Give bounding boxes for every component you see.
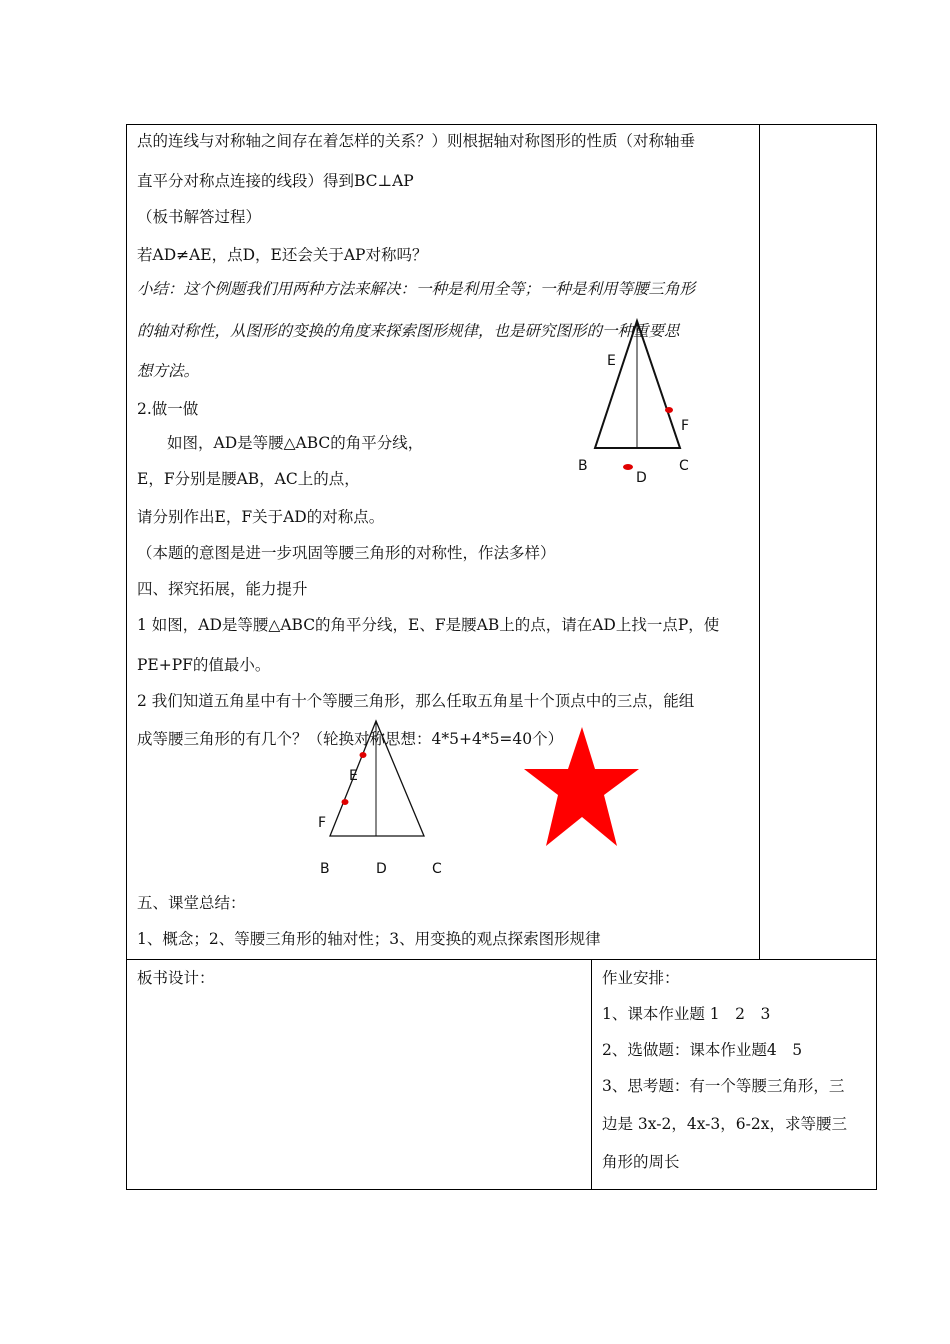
label-d: D xyxy=(636,470,647,486)
star-shape xyxy=(524,727,639,846)
label-d-2: D xyxy=(376,861,387,877)
remarks-cell xyxy=(759,124,877,960)
text-line-12: （本题的意图是进一步巩固等腰三角形的对称性，作法多样） xyxy=(137,544,556,562)
triangle-abc-2 xyxy=(330,721,424,836)
label-c-2: C xyxy=(432,861,442,877)
point-d-dot xyxy=(623,464,633,470)
homework-item-3-cont-2: 角形的周长 xyxy=(602,1153,680,1171)
homework-item-2: 2、选做题：课本作业题4 5 xyxy=(602,1041,803,1059)
text-line-1: 点的连线与对称轴之间存在着怎样的关系？）则根据轴对称图形的性质（对称轴垂 xyxy=(137,132,696,150)
homework-cell xyxy=(591,959,877,1190)
label-c: C xyxy=(679,458,689,474)
point-f-dot xyxy=(665,407,673,413)
homework-item-3-cont-1: 边是 3x-2，4x-3，6-2x，求等腰三 xyxy=(602,1115,847,1133)
section-do-it: 2.做一做 xyxy=(137,400,199,418)
five-pointed-star xyxy=(521,725,641,850)
text-line-14: 1 如图，AD是等腰△ABC的角平分线，E、F是腰AB上的点，请在AD上找一点P，使 xyxy=(137,616,720,634)
label-b: B xyxy=(578,458,588,474)
homework-item-1: 1、课本作业题 1 2 3 xyxy=(602,1005,771,1023)
lesson-content-cell xyxy=(126,124,760,960)
text-line-10: E，F分别是腰AB，AC上的点， xyxy=(137,470,360,488)
text-line-19: 1、概念；2、等腰三角形的轴对性；3、用变换的观点探索图形规律 xyxy=(137,930,601,948)
label-e-2: E xyxy=(349,768,358,784)
summary-line-1: 小结：这个例题我们用两种方法来解决：一种是利用全等；一种是利用等腰三角形 xyxy=(137,280,696,298)
text-line-15: PE+PF的值最小。 xyxy=(137,656,271,674)
homework-item-3: 3、思考题：有一个等腰三角形，三 xyxy=(602,1077,845,1095)
homework-title: 作业安排： xyxy=(602,969,680,987)
lesson-plan-table xyxy=(126,124,877,1190)
text-line-2: 直平分对称点连接的线段）得到BC⊥AP xyxy=(137,172,414,190)
label-f-2: F xyxy=(318,815,327,831)
figure-triangle-1 xyxy=(567,315,707,490)
section-explore: 四、探究拓展，能力提升 xyxy=(137,580,308,598)
label-b-2: B xyxy=(320,861,330,877)
text-line-16: 2 我们知道五角星中有十个等腰三角形，那么任取五角星十个顶点中的三点，能组 xyxy=(137,692,695,710)
point-f-dot-2 xyxy=(342,799,349,805)
board-design-cell xyxy=(126,959,592,1190)
label-e: E xyxy=(607,353,616,369)
point-e-dot xyxy=(360,752,367,758)
text-line-3: （板书解答过程） xyxy=(137,208,262,226)
summary-line-3: 想方法。 xyxy=(137,362,200,380)
text-line-11: 请分别作出E，F关于AD的对称点。 xyxy=(137,508,385,526)
figure-triangle-2 xyxy=(312,715,452,885)
label-f: F xyxy=(681,418,690,434)
board-design-title: 板书设计： xyxy=(137,969,215,987)
text-line-4: 若AD≠AE，点D，E还会关于AP对称吗？ xyxy=(137,246,428,264)
text-line-17: 成等腰三角形的有几个？（轮换对称思想：4*5+4*5=40个） xyxy=(137,730,564,748)
summary-line-2: 的轴对称性，从图形的变换的角度来探索图形规律，也是研究图形的一种重要思 xyxy=(137,322,680,340)
section-summary: 五、课堂总结： xyxy=(137,894,246,912)
text-line-9: 如图，AD是等腰△ABC的角平分线， xyxy=(167,434,424,452)
